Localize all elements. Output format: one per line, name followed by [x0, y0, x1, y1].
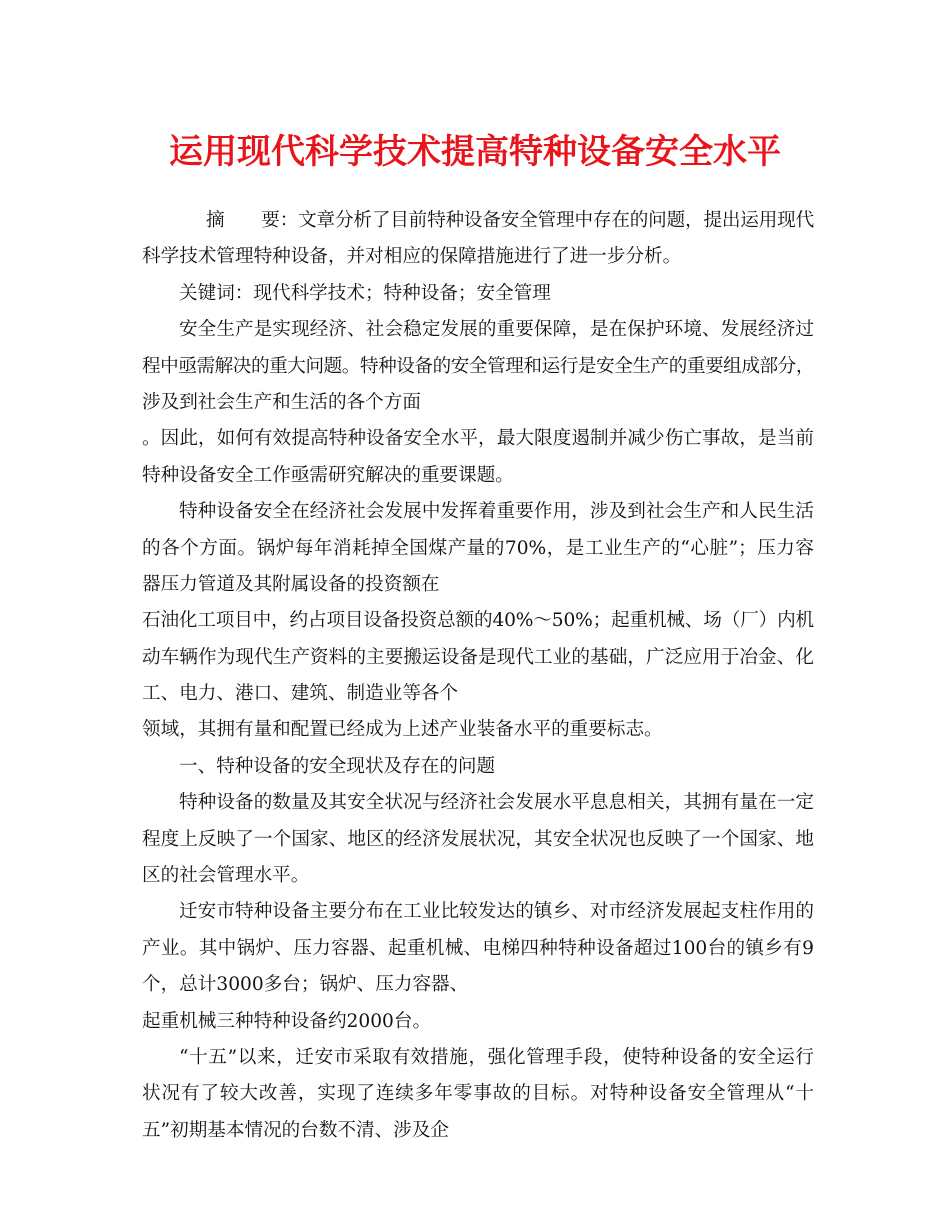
paragraph-line: 动车辆作为现代生产资料的主要搬运设备是现代工业的基础，广泛应用于冶金、化: [142, 646, 814, 668]
paragraph-line: 特种设备安全工作亟需研究解决的重要课题。: [142, 464, 514, 486]
paragraph-line: 安全生产是实现经济、社会稳定发展的重要保障，是在保护环境、发展经济过: [179, 319, 814, 341]
paragraph-line: 器压力管道及其附属设备的投资额在: [142, 573, 440, 595]
paragraph-line: 区的社会管理水平。: [142, 865, 310, 887]
paragraph-line: 个，总计3000多台；锅炉、压力容器、: [142, 974, 469, 996]
paragraph-line: 特种设备安全在经济社会发展中发挥着重要作用，涉及到社会生产和人民生活: [179, 501, 814, 523]
document-body: [142, 203, 814, 1149]
paragraph-line: 产业。其中锅炉、压力容器、起重机械、电梯四种特种设备超过100台的镇乡有9: [142, 937, 814, 959]
abstract-line: 科学技术管理特种设备，并对相应的保障措施进行了进一步分析。: [142, 246, 682, 268]
section-heading: 一、特种设备的安全现状及存在的问题: [179, 755, 496, 777]
paragraph-line: 特种设备的数量及其安全状况与经济社会发展水平息息相关，其拥有量在一定: [179, 792, 814, 814]
paragraph-line: 起重机械三种特种设备约2000台。: [142, 1010, 432, 1032]
paragraph-line: 的各个方面。锅炉每年消耗掉全国煤产量的70%，是工业生产的“心脏”；压力容: [142, 537, 814, 559]
paragraph-line: 程度上反映了一个国家、地区的经济发展状况，其安全状况也反映了一个国家、地: [142, 828, 814, 850]
paragraph-line: 迁安市特种设备主要分布在工业比较发达的镇乡、对市经济发展起支柱作用的: [179, 901, 814, 923]
paragraph-line: 工、电力、港口、建筑、制造业等各个: [142, 683, 459, 705]
paragraph-line: 状况有了较大改善，实现了连续多年零事故的目标。对特种设备安全管理从“十: [142, 1083, 814, 1105]
keywords-line: 关键词：现代科学技术；特种设备；安全管理: [179, 282, 551, 304]
paragraph-line: 领域，其拥有量和配置已经成为上述产业装备水平的重要标志。: [142, 719, 663, 741]
paragraph-line: 涉及到社会生产和生活的各个方面: [142, 391, 421, 413]
paragraph-line: “十五”以来，迁安市采取有效措施，强化管理手段，使特种设备的安全运行: [179, 1046, 814, 1068]
document-title: 运用现代科学技术提高特种设备安全水平: [169, 132, 781, 172]
paragraph-line: 。因此，如何有效提高特种设备安全水平，最大限度遏制并减少伤亡事故，是当前: [142, 428, 814, 450]
paragraph-line: 程中亟需解决的重大问题。特种设备的安全管理和运行是安全生产的重要组成部分，: [142, 355, 814, 377]
abstract-line: 摘 要：文章分析了目前特种设备安全管理中存在的问题，提出运用现代: [206, 210, 814, 231]
paragraph-line: 石油化工项目中，约占项目设备投资总额的40%～50%；起重机械、场（厂）内机: [142, 610, 814, 632]
paragraph-line: 五”初期基本情况的台数不清、涉及企: [142, 1119, 450, 1141]
